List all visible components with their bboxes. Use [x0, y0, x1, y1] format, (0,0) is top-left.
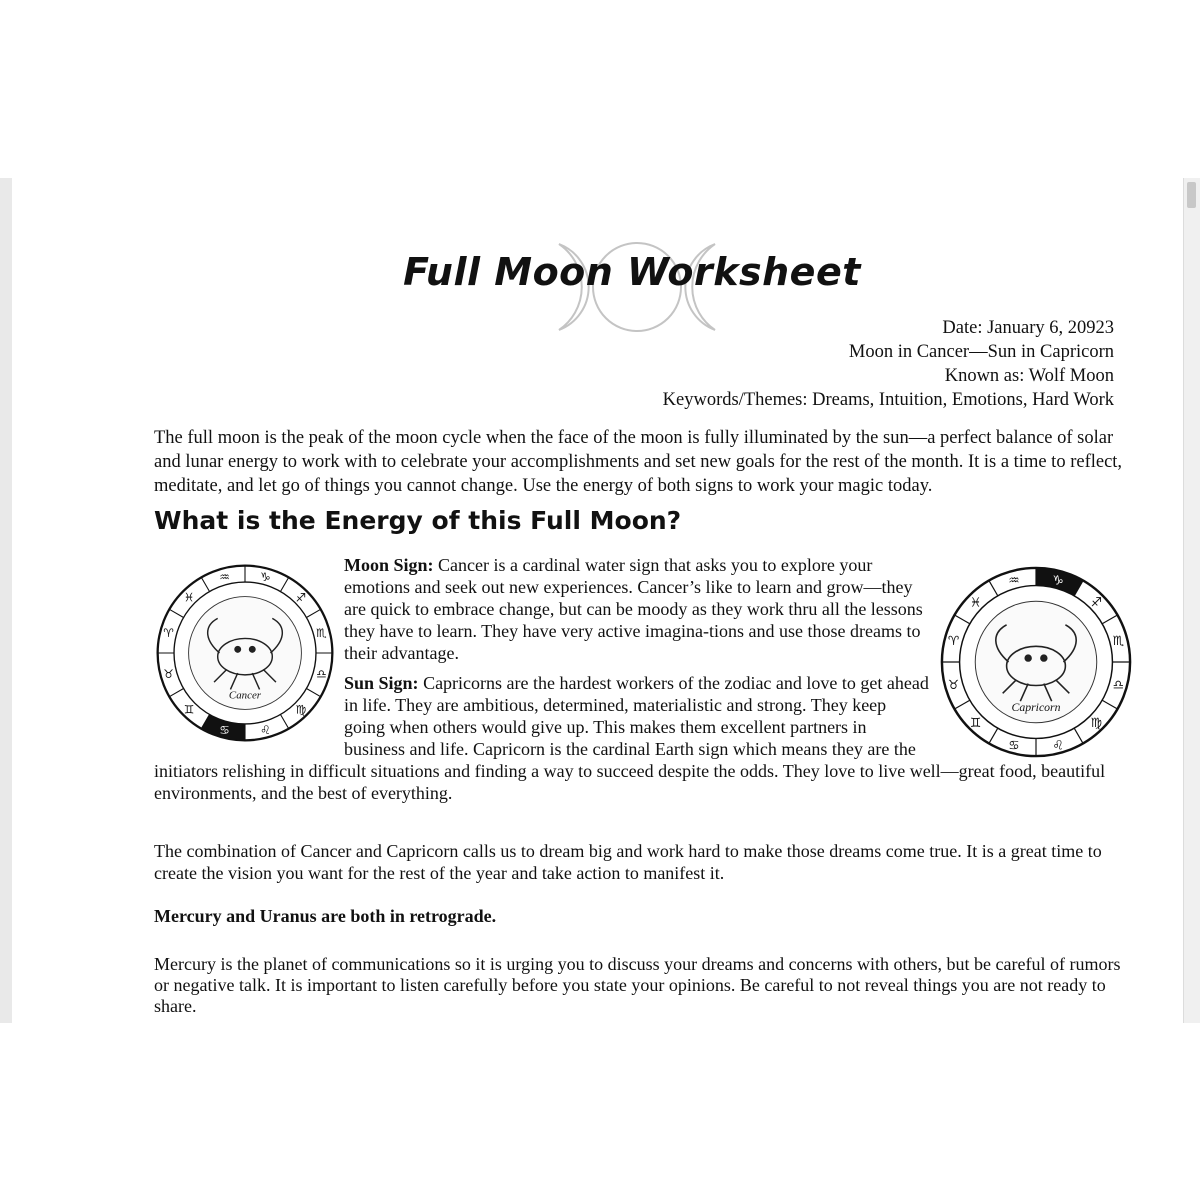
zodiac-glyph: ♓: [183, 590, 195, 605]
document-page: [12, 178, 1184, 1023]
zodiac-glyph: ♓: [970, 595, 982, 611]
moon-sign-label: Moon Sign:: [344, 555, 434, 575]
zodiac-glyph: ♈: [163, 626, 174, 641]
zodiac-glyph: ♍: [1090, 716, 1102, 732]
zodiac-glyph: ♐: [295, 590, 307, 605]
cancer-zodiac-wheel: [154, 562, 336, 744]
wheel-label: Cancer: [228, 689, 262, 702]
zodiac-glyph: ♌: [1052, 738, 1064, 754]
intro-paragraph: The full moon is the peak of the moon cycle when the face of the moon is fully illuminated by the sun—a perfect balance of solar and lunar energy to work with to celebrate your accomplishments and set new goals for the rest of the month. It is a time to reflect, meditate, and let go of things you cannot change. Use the energy of both signs to work your magic today.: [154, 428, 1123, 496]
vertical-scrollbar[interactable]: [1183, 178, 1200, 1023]
sun-sign-text: Capricorns are the hardest workers of the zodiac and love to get ahead in life. They are ambitious, determined, materialistic and strong. They keep going when others would give up. This makes them excellent partners in business and life. Capricorn is the cardinal Earth sign which means they are the initiators relishing in difficult situations and finding a way to succeed despite the odds. They love to live well—great food, beautiful environments, and the best of everything.: [154, 673, 1106, 803]
zodiac-glyph: ♋: [219, 723, 230, 738]
zodiac-glyph: ♋: [1008, 738, 1020, 754]
zodiac-glyph: ♉: [163, 667, 174, 682]
zodiac-glyph: ♉: [947, 677, 960, 693]
zodiac-glyph: ♒: [1008, 573, 1020, 589]
zodiac-glyph: ♎: [1112, 677, 1125, 693]
zodiac-glyph: ♌: [260, 723, 271, 738]
scrollbar-thumb[interactable]: [1187, 182, 1196, 208]
zodiac-glyph: ♈: [947, 633, 960, 649]
keywords-line: Keywords/Themes: Dreams, Intuition, Emotions, Hard Work: [662, 390, 1114, 410]
page-title: Full Moon Worksheet: [403, 250, 861, 294]
zodiac-glyph: ♊: [970, 716, 982, 732]
zodiac-glyph: ♐: [1090, 595, 1102, 611]
zodiac-glyph: ♏: [316, 626, 327, 641]
retrograde-heading: Mercury and Uranus are both in retrograde.: [154, 906, 497, 926]
known-as-line: Known as: Wolf Moon: [944, 366, 1114, 386]
zodiac-glyph: ♏: [1112, 633, 1125, 649]
zodiac-glyph: ♊: [183, 702, 195, 717]
sun-sign-label: Sun Sign:: [344, 673, 419, 693]
zodiac-glyph: ♑: [1052, 573, 1064, 589]
zodiac-glyph: ♎: [316, 667, 327, 682]
zodiac-glyph: ♑: [260, 570, 271, 585]
combination-paragraph: The combination of Cancer and Capricorn calls us to dream big and work hard to make those dreams come true. It is a great time to create the vision you want for the rest of the year and take action to manifest it.: [154, 841, 1102, 883]
mercury-paragraph: Mercury is the planet of communications so it is urging you to discuss your dreams and concerns with others, but be careful of rumors or negative talk. It is important to listen carefully before you state your opinions. Be careful to not reveal things you are not ready to share.: [154, 954, 1121, 1016]
zodiac-glyph: ♍: [295, 702, 307, 717]
signs-section: [154, 554, 1144, 812]
moon-details: [663, 316, 1114, 412]
date-line: Date: January 6, 20923: [942, 318, 1114, 338]
signs-line: Moon in Cancer—Sun in Capricorn: [848, 342, 1114, 362]
section-heading: What is the Energy of this Full Moon?: [154, 506, 682, 535]
wheel-label: Capricorn: [1011, 701, 1061, 714]
moon-sign-text: Cancer is a cardinal water sign that asks you to explore your emotions and seek out new experiences. Cancer’s like to learn and grow—they are quick to embrace change, but can be moody as they work thru all the lessons they have to learn. They have very active imagina-tions and use those dreams to their advantage.: [344, 555, 923, 663]
capricorn-zodiac-wheel: [938, 564, 1134, 760]
zodiac-glyph: ♒: [219, 570, 230, 585]
document-viewer: [0, 178, 1200, 1023]
